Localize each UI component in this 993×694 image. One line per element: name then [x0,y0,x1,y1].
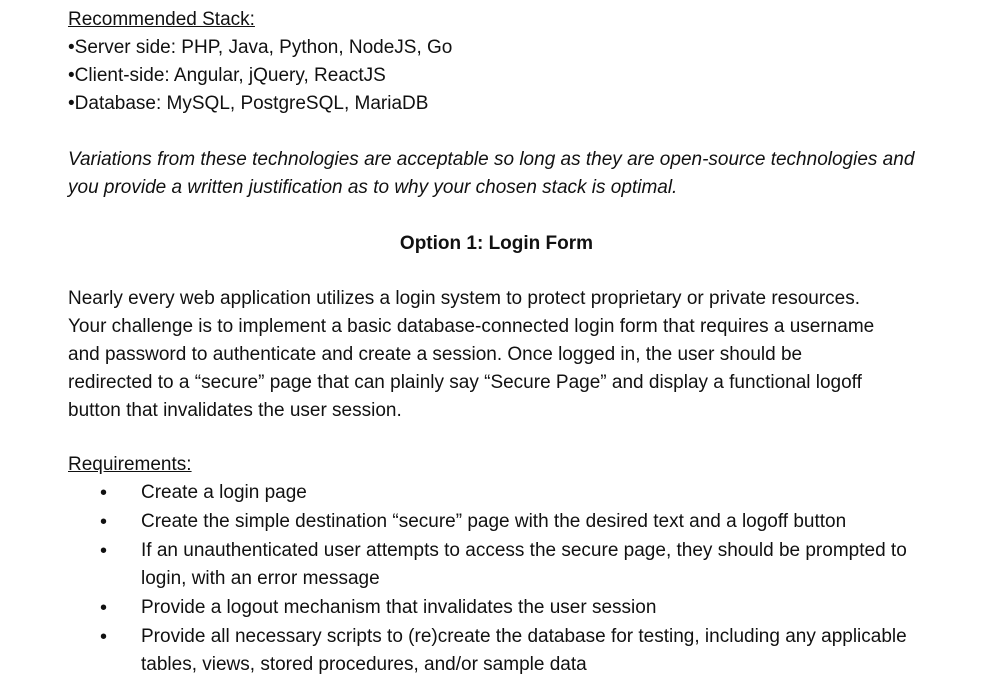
description-line-5: button that invalidates the user session. [68,400,402,421]
bullet-icon: • [100,597,108,619]
stack-item-client: •Client-side: Angular, jQuery, ReactJS [68,65,386,86]
description-line-3: and password to authenticate and create a session. Once logged in, the user should be [68,344,803,365]
requirement-text: Create the simple destination “secure” page with the desired text and a logoff button [141,511,847,532]
variations-line-2: you provide a written justification as to why your chosen stack is optimal. [68,177,678,198]
stack-heading: Recommended Stack: [68,9,255,30]
option-title: Option 1: Login Form [399,233,594,254]
requirement-text: Provide all necessary scripts to (re)create the database for testing, including any applicable tables, views, stored procedures, and/or sample data [141,626,907,675]
requirement-text: If an unauthenticated user attempts to access the secure page, they should be prompted to login, with an error message [141,540,907,589]
requirement-text: Provide a logout mechanism that invalidates the user session [141,597,657,618]
bullet-icon: • [100,511,108,533]
requirement-text: Create a login page [141,482,307,503]
bullet-icon: • [100,540,108,562]
requirements-heading: Requirements: [68,454,192,475]
stack-item-database: •Database: MySQL, PostgreSQL, MariaDB [68,93,429,114]
description-line-2: Your challenge is to implement a basic database-connected login form that requires a username [68,316,875,337]
stack-item-server: •Server side: PHP, Java, Python, NodeJS, Go [68,37,453,58]
bullet-icon: • [100,482,108,504]
description-line-4: redirected to a “secure” page that can plainly say “Secure Page” and display a functional logoff [68,372,862,393]
variations-line-1: Variations from these technologies are acceptable so long as they are open-source technologies and [68,149,915,170]
bullet-icon: • [100,626,108,648]
description-line-1: Nearly every web application utilizes a login system to protect proprietary or private resources. [68,288,861,309]
